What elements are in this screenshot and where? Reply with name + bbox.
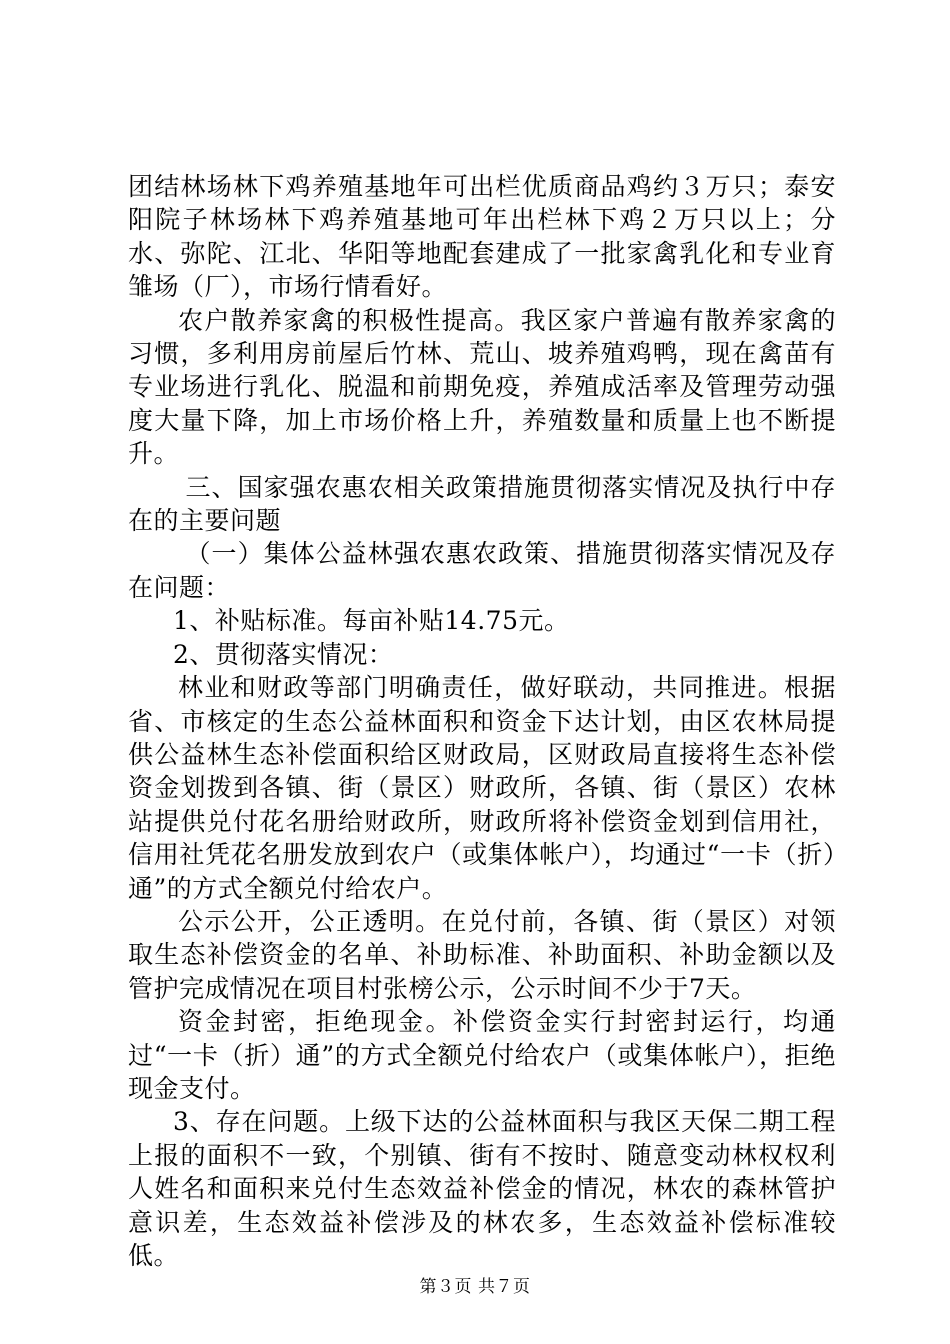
paragraph-funds-sealed: 资金封密，拒绝现金。补偿资金实行封密封运行，均通过“一卡（折）通”的方式全额兑付给农户（或集体帐户），拒绝现金支付。 — [128, 1007, 836, 1103]
section-heading-three: 三、国家强农惠农相关政策措施贯彻落实情况及执行中存在的主要问题 — [128, 472, 836, 536]
paragraph-public-disclosure: 公示公开，公正透明。在兑付前，各镇、街（景区）对领取生态补偿资金的名单、补助标准、补助面积、补助金额以及管护完成情况在项目村张榜公示，公示时间不少于7天。 — [128, 906, 836, 1003]
page-number-footer: 第３页 共７页 — [419, 1277, 531, 1297]
document-body — [128, 170, 836, 1272]
paragraph-poultry-enthusiasm: 农户散养家禽的积极性提高。我区家户普遍有散养家禽的习惯，多利用房前屋后竹林、荒山、坡养殖鸡鸭，现在禽苗有专业场进行乳化、脱温和前期免疫，养殖成活率及管理劳动强度大量下降，加上市场价格上升，养殖数量和质量上也不断提升。 — [128, 305, 836, 469]
paragraph-departments-responsibility: 林业和财政等部门明确责任，做好联动，共同推进。根据省、市核定的生态公益林面积和资金下达计划，由区农林局提供公益林生态补偿面积给区财政局，区财政局直接将生态补偿资金划拨到各镇、街（景区）财政所，各镇、街（景区）农林站提供兑付花名册给财政所，财政所将补偿资金划到信用社，信用社凭花名册发放到农户（或集体帐户），均通过“一卡（折）通”的方式全额兑付给农户。 — [128, 673, 836, 903]
item-implementation-heading: 2、贯彻落实情况： — [173, 639, 394, 669]
item-subsidy-standard: 1、补贴标准。每亩补贴14.75元。 — [173, 606, 570, 636]
item-existing-problems: 3、存在问题。上级下达的公益林面积与我区天保二期工程上报的面积不一致，个别镇、街有不按时、随意变动林权权利人姓名和面积来兑付生态效益补偿金的情况，林农的森林管护意识差，生态效益补偿涉及的林农多，生态效益补偿标准较低。 — [128, 1107, 836, 1270]
paragraph-continued-chicken-farms: 团结林场林下鸡养殖基地年可出栏优质商品鸡约３万只；泰安阳院子林场林下鸡养殖基地可年出栏林下鸡２万只以上；分水、弥陀、江北、华阳等地配套建成了一批家禽乳化和专业育雏场（厂），市场行情看好。 — [128, 172, 836, 302]
subsection-heading-one: （一）集体公益林强农惠农政策、措施贯彻落实情况及存在问题： — [128, 539, 836, 602]
